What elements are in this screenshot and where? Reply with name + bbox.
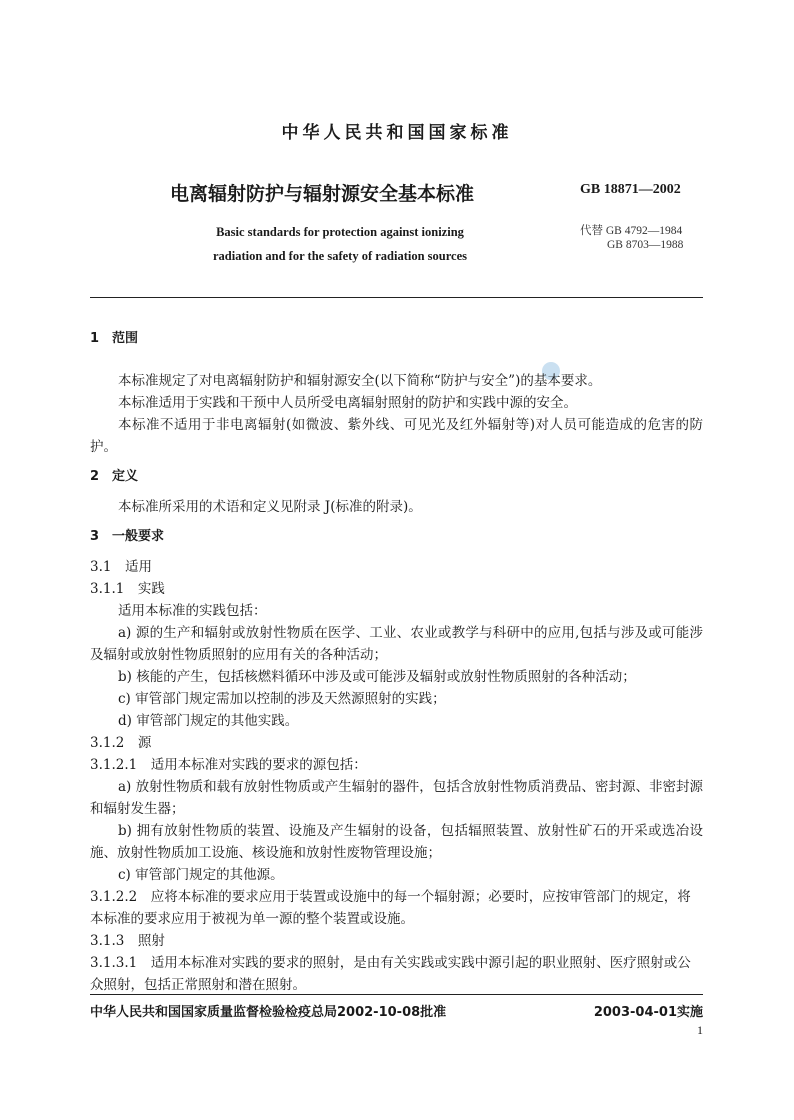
list-item: b) 核能的产生，包括核燃料循环中涉及或可能涉及辐射或放射性物质照射的各种活动； bbox=[118, 669, 636, 685]
standard-code: GB 18871—2002 bbox=[580, 182, 681, 197]
list-item: a) 源的生产和辐射或放射性物质在医学、工业、农业或教学与科研中的应用,包括与涉及或可能涉及辐射或放射性物质照射的应用有关的各种活动； bbox=[90, 625, 703, 663]
subsection-heading: 3.1.2 源 bbox=[90, 735, 152, 751]
document-body bbox=[90, 328, 703, 996]
implementation-date: 2003-04-01实施 bbox=[593, 1005, 703, 1020]
clause: 3.1.3.1 适用本标准对实践的要求的照射，是由有关实践或实践中源引起的职业照射、医疗照射或公众照射，包括正常照射和潜在照射。 bbox=[90, 955, 691, 993]
page-number: 1 bbox=[697, 1023, 703, 1037]
title-en-line-2: radiation and for the safety of radiation sources bbox=[212, 249, 468, 263]
document-title-cn: 电离辐射防护与辐射源安全基本标准 bbox=[170, 183, 475, 205]
clause: 3.1.2.2 应将本标准的要求应用于装置或设施中的每一个辐射源；必要时，应按审管部门的规定，将本标准的要求应用于被视为单一源的整个装置或设施。 bbox=[90, 889, 691, 927]
national-standard-heading: 中华人民共和国国家标准 bbox=[281, 123, 513, 143]
paragraph: 本标准规定了对电离辐射防护和辐射源安全(以下简称“防护与安全”)的基本要求。 bbox=[118, 373, 602, 389]
title-en-line-1: Basic standards for protection against ionizing bbox=[216, 225, 464, 239]
subsection-heading: 3.1 适用 bbox=[90, 559, 152, 575]
replaces-line-2: GB 8703—1988 bbox=[607, 239, 684, 251]
section-heading: 3 一般要求 bbox=[90, 529, 165, 544]
list-item: b) 拥有放射性物质的装置、设施及产生辐射的设备，包括辐照装置、放射性矿石的开采或选冶设施、放射性物质加工设施、核设施和放射性废物管理设施； bbox=[90, 823, 703, 861]
footer-divider bbox=[90, 994, 703, 995]
approval-statement: 中华人民共和国国家质量监督检验检疫总局2002-10-08批准 bbox=[90, 1005, 447, 1020]
paragraph: 本标准适用于实践和干预中人员所受电离辐射照射的防护和实践中源的安全。 bbox=[118, 395, 577, 411]
list-item: c) 审管部门规定需加以控制的涉及天然源照射的实践； bbox=[118, 691, 446, 707]
list-item: a) 放射性物质和载有放射性物质或产生辐射的器件，包括含放射性物质消费品、密封源、非密封源和辐射发生器； bbox=[90, 779, 703, 817]
subsection-heading: 3.1.3 照射 bbox=[90, 933, 165, 949]
subsection-heading: 3.1.1 实践 bbox=[90, 581, 165, 597]
clause: 3.1.2.1 适用本标准对实践的要求的源包括： bbox=[90, 757, 367, 773]
list-item: c) 审管部门规定的其他源。 bbox=[118, 867, 284, 883]
section-heading: 2 定义 bbox=[90, 469, 139, 484]
paragraph: 本标准不适用于非电离辐射(如微波、紫外线、可见光及红外辐射等)对人员可能造成的危害的防护。 bbox=[90, 417, 703, 455]
replaces-note bbox=[580, 224, 683, 252]
replaces-line-1: 代替 GB 4792—1984 bbox=[580, 225, 683, 237]
paragraph: 适用本标准的实践包括： bbox=[118, 603, 267, 619]
section-heading: 1 范围 bbox=[90, 331, 139, 346]
paragraph: 本标准所采用的术语和定义见附录 J(标准的附录)。 bbox=[118, 499, 422, 515]
header-divider bbox=[90, 297, 703, 298]
list-item: d) 审管部门规定的其他实践。 bbox=[118, 713, 299, 729]
document-title-en bbox=[180, 220, 500, 268]
